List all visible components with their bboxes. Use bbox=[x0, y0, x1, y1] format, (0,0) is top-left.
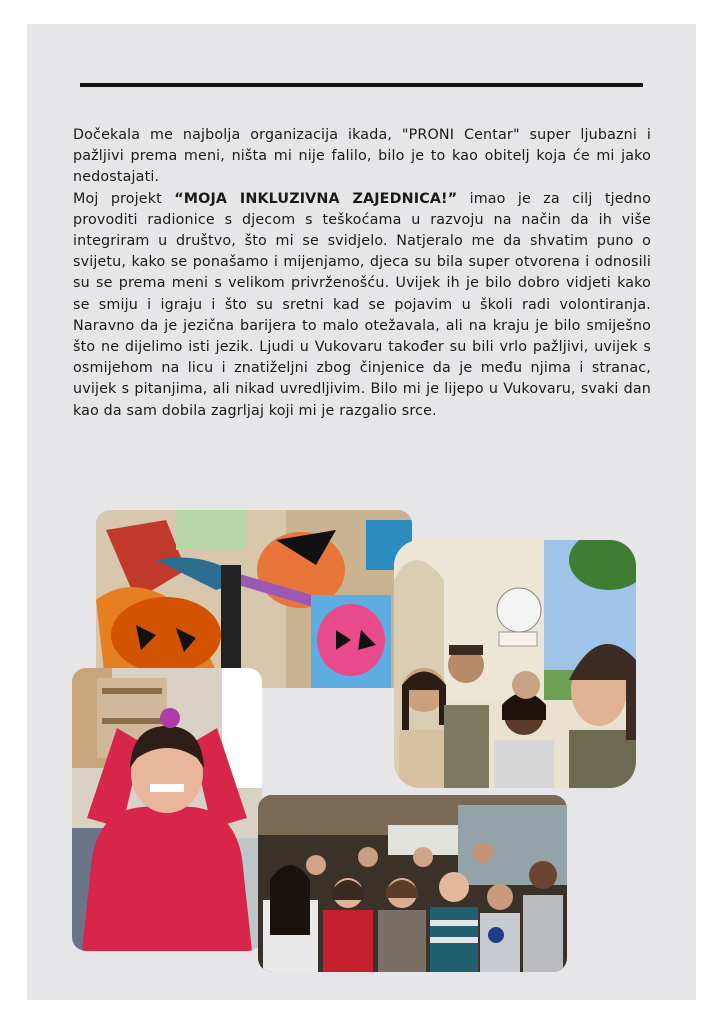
paragraph-2-start: Moj projekt bbox=[73, 190, 175, 207]
photo-group-classroom bbox=[258, 795, 567, 972]
paragraph-1: Dočekala me najbolja organizacija ikada, "PRONI Centar" super ljubazni i pažljivi prema meni, ništa mi nije falilo, bilo je to kao obitelj koja će mi jako nedostajati. bbox=[73, 127, 651, 186]
top-divider bbox=[80, 83, 643, 87]
photo-masks-artwork bbox=[96, 510, 412, 688]
paragraph-2 bbox=[73, 189, 651, 422]
photo-group-selfie bbox=[394, 540, 636, 788]
article-body bbox=[73, 125, 651, 422]
photo-girl-pink-hoodie bbox=[72, 668, 262, 951]
project-name: “MOJA INKLUZIVNA ZAJEDNICA!” bbox=[174, 190, 458, 207]
paragraph-2-rest: imao je za cilj tjedno provoditi radionice s djecom s teškoćama u razvoju na način da ih više integriram u društvo, što mi se svidjelo. Natjeralo me da shvatim puno o svijetu, kako se ponašamo i mijenjamo, djeca su bila super otvorena i odnosili su se prema meni s velikom privrženošću. Uvijek ih je bilo dobro vidjeti kako se smiju i igraju i što su sretni kad se pojavim u školi radi volontiranja. Naravno da je jezična barijera to malo otežavala, ali na kraju je bilo smiješno što ne dijelimo isti jezik. Ljudi u Vukovaru također su bili vrlo pažljivi, uvijek s osmijehom na licu i znatiželjni zbog činjenice da je među njima i stranac, uvijek s pitanjima, ali nikad uvredljivim. Bilo mi je lijepo u Vukovaru, svaki dan kao da sam dobila zagrljaj koji mi je razgalio srce. bbox=[73, 190, 651, 419]
